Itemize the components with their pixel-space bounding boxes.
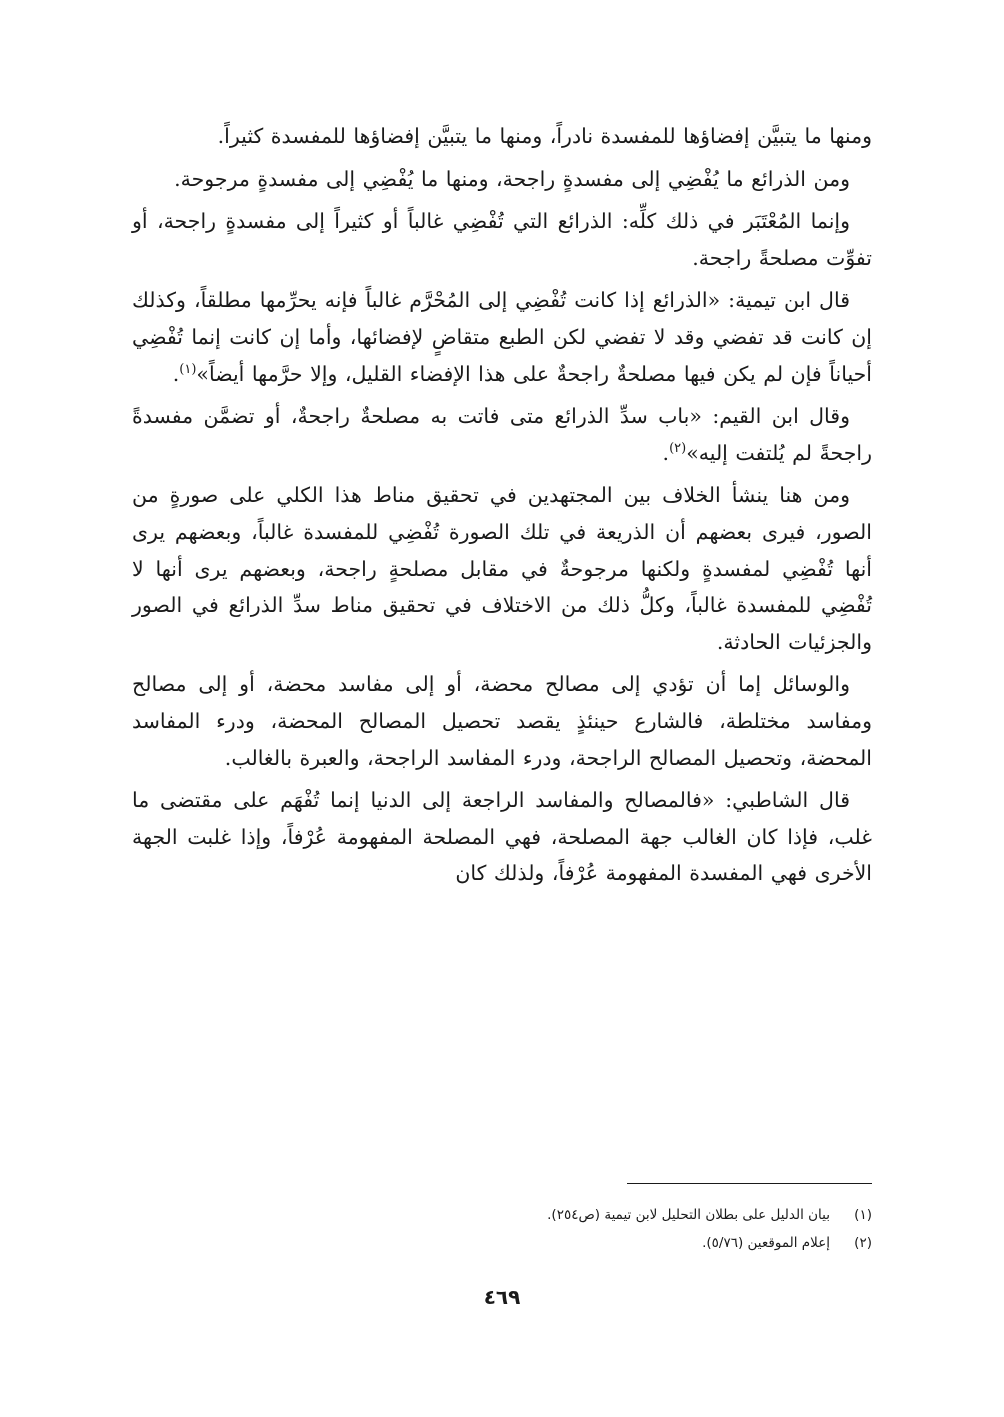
footnote-number: (٢) [854,1235,872,1251]
page-body [132,118,872,898]
paragraph-3: وإنما المُعْتَبَر في ذلك كلِّه: الذرائع التي تُفْضِي غالباً أو كثيراً إلى مفسدةٍ راجحة، أو تفوِّت مصلحةً راجحة. [132,209,872,270]
footnote-text: إعلام الموقعين (٥/٧٦). [702,1235,830,1251]
paragraph-5-ibn-alqayyim-quote: وقال ابن القيم: «باب سدِّ الذرائع متى فاتت به مصلحةٌ راجحةٌ، أو تضمَّن مفسدةً راجحةً لم يُلتفت إليه»$^{(٢)}$. [132,404,872,465]
footnotes [132,1201,872,1257]
footnote-number: (١) [854,1207,872,1223]
paragraph-6: ومن هنا ينشأ الخلاف بين المجتهدين في تحقيق مناط هذا الكلي على صورةٍ من الصور، فيرى بعضهم أن الذريعة في تلك الصورة تُفْضِي للمفسدة غالباً، وبعضهم يرى أنها تُفْضِي لمفسدةٍ ولكنها مرجوحةٌ في مقابل مصلحةٍ راجحة، وبعضهم يرى أنها لا تُفْضِي للمفسدة غالباً، وكلُّ ذلك من الاختلاف في تحقيق مناط سدِّ الذرائع في الصور والجزئيات الحادثة. [132,483,872,654]
paragraph-8-shatibi-quote: قال الشاطبي: «فالمصالح والمفاسد الراجعة إلى الدنيا إنما تُفْهَم على مقتضى ما غلب، فإذا كان الغالب جهة المصلحة، فهي المصلحة المفهومة عُرْفاً، وإذا غلبت الجهة الأخرى فهي المفسدة المفهومة عُرْفاً، ولذلك كان [132,788,872,886]
paragraph-4-ibn-taymiyyah-quote: قال ابن تيمية: «الذرائع إذا كانت تُفْضِي إلى المُحْرَّم غالباً فإنه يحرِّمها مطلقاً، وكذلك إن كانت قد تفضي وقد لا تفضي لكن الطبع متقاضٍ لإفضائها، وأما إن كانت إنما تُفْضِي أحياناً فإن لم يكن فيها مصلحةٌ راجحةٌ على هذا الإفضاء القليل، وإلا حرَّمها أيضاً»$^{(١)}$. [132,288,872,386]
footnote-ref-1: (١) [179,361,197,377]
paragraph-7: والوسائل إما أن تؤدي إلى مصالح محضة، أو إلى مفاسد محضة، أو إلى مصالح ومفاسد مختلطة، فالشارع حينئذٍ يقصد تحصيل المصالح المحضة، ودرء المفاسد المحضة، وتحصيل المصالح الراجحة، ودرء المفاسد الراجحة، والعبرة بالغالب. [132,672,872,770]
footnote-2 [132,1229,872,1257]
footnote-text: بيان الدليل على بطلان التحليل لابن تيمية (ص٢٥٤). [547,1207,830,1223]
footnote-1 [132,1201,872,1229]
footnote-ref-2: (٢) [669,440,687,456]
paragraph-2: ومن الذرائع ما يُفْضِي إلى مفسدةٍ راجحة، ومنها ما يُفْضِي إلى مفسدةٍ مرجوحة. [174,166,850,191]
footnote-divider [627,1183,872,1184]
page-number: ٤٦٩ [483,1285,521,1309]
paragraph-1: ومنها ما يتبيَّن إفضاؤها للمفسدة نادراً، ومنها ما يتبيَّن إفضاؤها للمفسدة كثيراً. [217,124,872,148]
